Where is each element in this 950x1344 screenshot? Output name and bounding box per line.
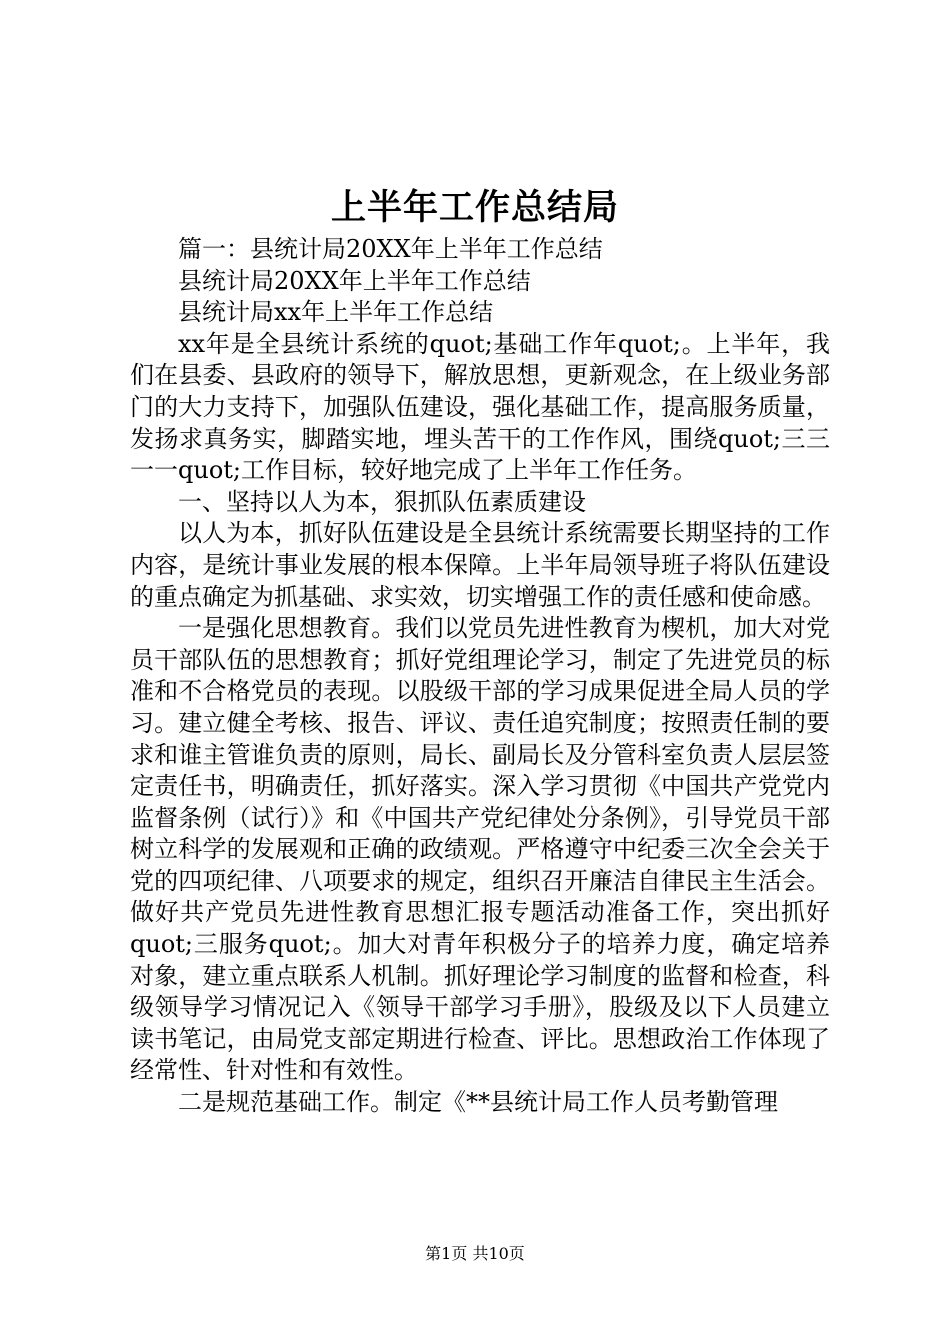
section-heading: 一、坚持以人为本，狠抓队伍素质建设 [178,487,586,516]
page-title: 上半年工作总结局 [330,187,619,228]
paragraph: xx年是全县统计系统的quot;基础工作年quot;。上半年，我们在县委、县政府的领导下，解放思想，更新观念，在上级业务部门的大力支持下，加强队伍建设，强化基础工作，提高服务质量，发扬求真务实，脚踏实地，埋头苦干的工作作风，围绕quot;三三一一quot;工作目标，较好地完成了上半年工作任务。 [130,329,830,485]
paragraph: 篇一：县统计局20XX年上半年工作总结 [178,235,603,263]
paragraph: 县统计局xx年上半年工作总结 [178,298,494,327]
page-footer: 第1页 共10页 [425,1244,525,1263]
paragraph: 二是规范基础工作。制定《**县统计局工作人员考勤管理 [178,1088,778,1117]
paragraph: 一是强化思想教育。我们以党员先进性教育为楔机，加大对党员干部队伍的思想教育；抓好党组理论学习，制定了先进党员的标准和不合格党员的表现。以股级干部的学习成果促进全局人员的学习。建立健全考核、报告、评议、责任追究制度；按照责任制的要求和谁主管谁负责的原则，局长、副局长及分管科室负责人层层签定责任书，明确责任，抓好落实。深入学习贯彻《中国共产党党内监督条例（试行）》和《中国共产党纪律处分条例》，引导党员干部树立科学的发展观和正确的政绩观。严格遵守中纪委三次全会关于党的四项纪律、八项要求的规定，组织召开廉洁自律民主生活会。做好共产党员先进性教育思想汇报专题活动准备工作，突出抓好quot;三服务quot;。加大对青年积极分子的培养力度，确定培养对象，建立重点联系人机制。抓好理论学习制度的监督和检查，科级领导学习情况记入《领导干部学习手册》，股级及以下人员建立读书笔记，由局党支部定期进行检查、评比。思想政治工作体现了经常性、针对性和有效性。 [130,614,830,1085]
paragraph: 县统计局20XX年上半年工作总结 [178,266,531,295]
paragraph: 以人为本，抓好队伍建设是全县统计系统需要长期坚持的工作内容，是统计事业发展的根本保障。上半年局领导班子将队伍建设的重点确定为抓基础、求实效，切实增强工作的责任感和使命感。 [130,519,830,611]
document-body [130,234,830,1119]
